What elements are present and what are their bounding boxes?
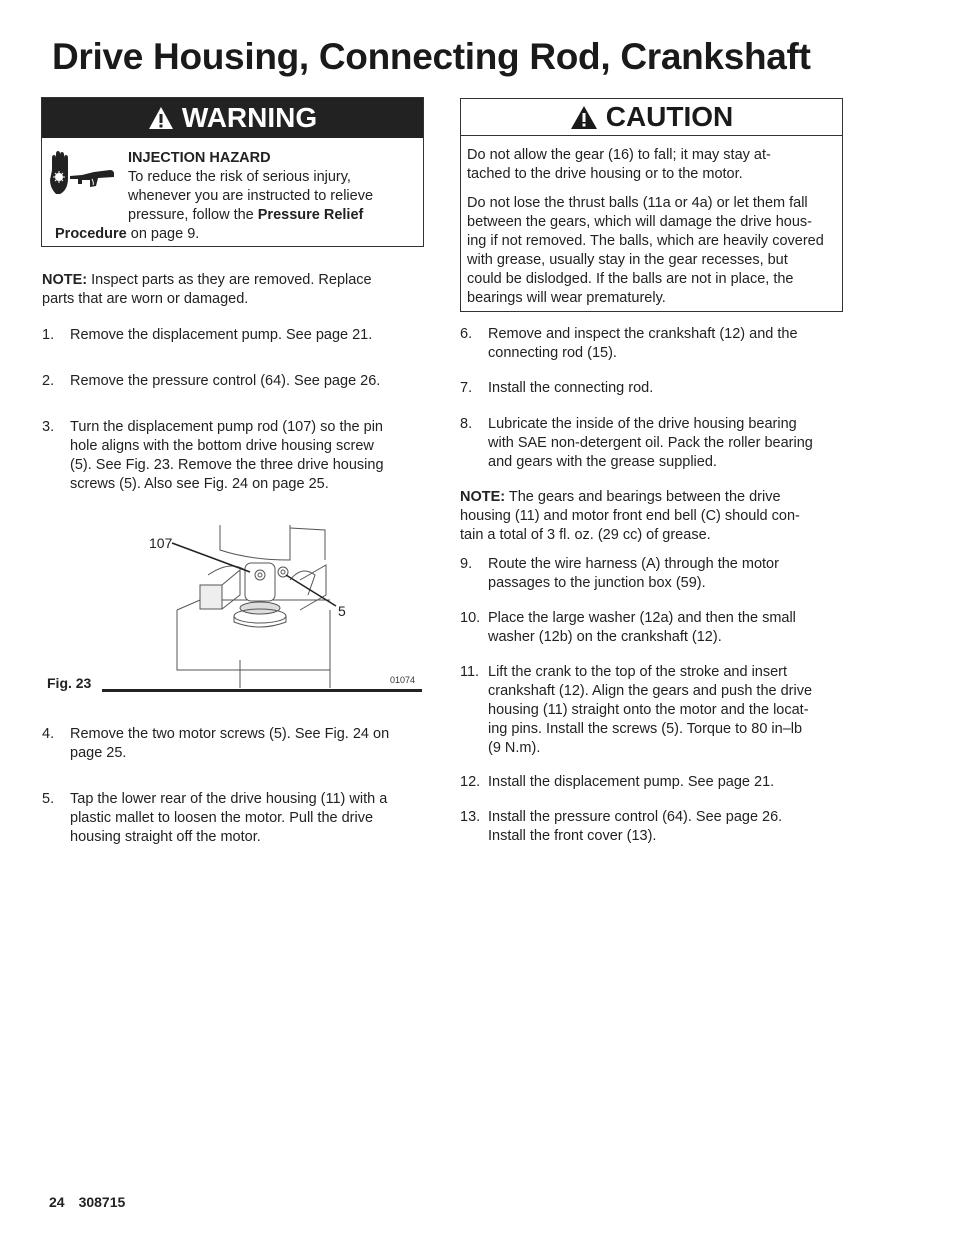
step-line: Remove the displacement pump. See page 21. — [70, 327, 373, 343]
step-text — [488, 379, 653, 398]
warning-text-run: pressure, follow the — [128, 207, 258, 223]
step-number: 4. — [42, 726, 55, 742]
step-number: 13. — [460, 809, 481, 825]
warning-line — [55, 225, 199, 244]
figure-code: 01074 — [390, 675, 416, 685]
note-text: Inspect parts as they are removed. Replace — [87, 272, 372, 288]
caution-line: tached to the drive housing or to the motor. — [467, 166, 743, 182]
step-line: ing pins. Install the screws (5). Torque to 80 in–lb — [488, 721, 803, 737]
step-line: (5). See Fig. 23. Remove the three drive housing — [70, 457, 384, 473]
step-line: hole aligns with the bottom drive housing screw — [70, 438, 374, 454]
step-text — [488, 609, 796, 647]
step-line: page 25. — [70, 745, 127, 761]
note-label: NOTE: — [42, 272, 88, 288]
caution-line: Do not allow the gear (16) to fall; it may stay at- — [467, 147, 771, 163]
step-line: and gears with the grease supplied. — [488, 454, 717, 470]
step-text — [488, 555, 779, 593]
step-number: 2. — [42, 373, 55, 389]
doc-number: 308715 — [78, 1194, 126, 1210]
injection-hazard-icon — [48, 150, 118, 200]
caution-box — [460, 98, 843, 312]
step-line: Route the wire harness (A) through the motor — [488, 556, 779, 572]
note-inspect — [42, 271, 372, 309]
step-text — [70, 418, 384, 494]
caution-paragraph-1 — [467, 146, 852, 184]
step-number: 5. — [42, 791, 55, 807]
step-line: connecting rod (15). — [488, 345, 617, 361]
step-line: (9 N.m). — [488, 740, 541, 756]
step-line: crankshaft (12). Align the gears and push the drive — [488, 683, 813, 699]
warning-triangle-icon — [148, 106, 174, 130]
step-number: 8. — [460, 416, 473, 432]
caution-line: Do not lose the thrust balls (11a or 4a) or let them fall — [467, 195, 808, 211]
step-line: Lift the crank to the top of the stroke and insert — [488, 664, 788, 680]
step-text — [488, 773, 774, 792]
warning-text-run: on page 9. — [126, 226, 200, 242]
step-line: plastic mallet to loosen the motor. Pull the drive — [70, 810, 374, 826]
note-line — [42, 271, 372, 290]
warning-line: To reduce the risk of serious injury, — [128, 169, 351, 185]
step-line: Remove and inspect the crankshaft (12) and the — [488, 326, 798, 342]
step-text — [488, 663, 812, 758]
note-line — [460, 488, 800, 507]
caution-label: CAUTION — [605, 101, 734, 132]
step-text — [488, 808, 782, 846]
page-title: Drive Housing, Connecting Rod, Crankshaft — [52, 36, 811, 77]
step-line: housing (11) straight onto the motor and the locat- — [488, 702, 809, 718]
procedure-reference: Procedure — [55, 226, 127, 242]
callout-107: 107 — [149, 535, 173, 551]
warning-label: WARNING — [181, 102, 318, 133]
caution-line: bearings will wear prematurely. — [467, 290, 666, 306]
hazard-title: INJECTION HAZARD — [128, 150, 271, 166]
step-line: Tap the lower rear of the drive housing (11) with a — [70, 791, 388, 807]
step-number: 12. — [460, 774, 481, 790]
step-number: 6. — [460, 326, 473, 342]
step-text — [488, 415, 813, 472]
step-text — [70, 725, 389, 763]
note-text: The gears and bearings between the drive — [505, 489, 781, 505]
step-line: with SAE non-detergent oil. Pack the roller bearing — [488, 435, 813, 451]
caution-triangle-icon — [570, 105, 598, 130]
note-line: parts that are worn or damaged. — [42, 291, 249, 307]
note-label: NOTE: — [460, 489, 506, 505]
caution-line: between the gears, which will damage the drive hous- — [467, 214, 812, 230]
caution-header — [461, 99, 842, 136]
caution-paragraph-2 — [467, 194, 852, 308]
fig-23-drawing — [40, 520, 424, 695]
step-number: 1. — [42, 327, 55, 343]
step-line: passages to the junction box (59). — [488, 575, 706, 591]
caution-line: with grease, usually stay in the gear recesses, but — [467, 252, 788, 268]
step-line: screws (5). Also see Fig. 24 on page 25. — [70, 476, 329, 492]
step-text — [70, 326, 372, 345]
step-line: Install the displacement pump. See page 21. — [488, 774, 775, 790]
step-number: 9. — [460, 556, 473, 572]
warning-header — [42, 98, 423, 138]
warning-line — [128, 206, 418, 225]
note-line: tain a total of 3 fl. oz. (29 cc) of grease. — [460, 527, 711, 543]
step-line: Install the connecting rod. — [488, 380, 654, 396]
step-line: Install the front cover (13). — [488, 828, 657, 844]
figure-rule — [102, 689, 422, 692]
figure-label: Fig. 23 — [47, 675, 92, 691]
step-line: Remove the two motor screws (5). See Fig. 24 on — [70, 726, 390, 742]
step-line: Lubricate the inside of the drive housing bearing — [488, 416, 797, 432]
step-text — [70, 790, 387, 847]
callout-5: 5 — [338, 603, 346, 619]
step-number: 7. — [460, 380, 473, 396]
caution-line: could be dislodged. If the balls are not in place, the — [467, 271, 794, 287]
step-number: 11. — [460, 664, 480, 680]
warning-box — [41, 97, 424, 247]
note-line: housing (11) and motor front end bell (C) should con- — [460, 508, 800, 524]
warning-text — [128, 149, 418, 225]
note-grease — [460, 488, 800, 545]
step-number: 3. — [42, 419, 55, 435]
caution-line: ing if not removed. The balls, which are heavily covered — [467, 233, 824, 249]
step-text — [488, 325, 798, 363]
step-line: Remove the pressure control (64). See page 26. — [70, 373, 381, 389]
step-line: washer (12b) on the crankshaft (12). — [488, 629, 722, 645]
step-line: Turn the displacement pump rod (107) so the pin — [70, 419, 383, 435]
step-text — [70, 372, 380, 391]
step-number: 10. — [460, 610, 481, 626]
step-line: housing straight off the motor. — [70, 829, 261, 845]
step-line: Install the pressure control (64). See page 26. — [488, 809, 783, 825]
warning-line: whenever you are instructed to relieve — [128, 188, 374, 204]
page-number: 24 — [49, 1194, 65, 1210]
pressure-relief-reference: Pressure Relief — [257, 207, 364, 223]
page-footer — [49, 1194, 139, 1210]
step-line: Place the large washer (12a) and then the small — [488, 610, 796, 626]
